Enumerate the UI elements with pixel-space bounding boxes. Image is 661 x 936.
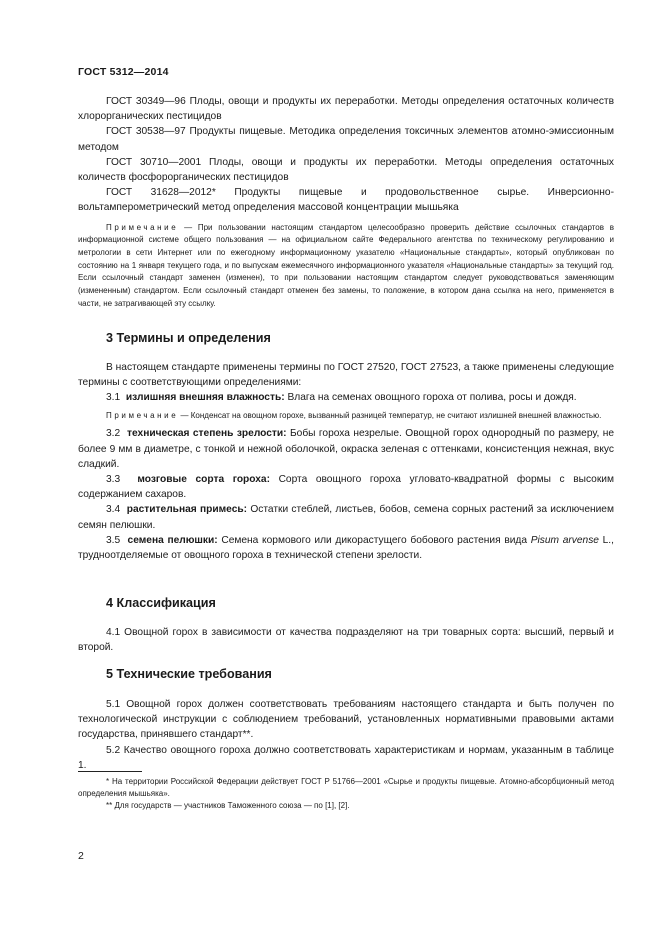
term-name: растительная примесь: [126, 504, 248, 516]
footnote-separator [78, 771, 142, 772]
note-text: — При пользовании настоящим стандартом целесообразно проверить действие ссылочных стандартов в информационной системе общего пользования — на официальном сайте Федерального агентства по техническому регулированию и метрологии в сети Интернет или по ежегодному информационному указателю «Национальные стандарты», который опубликован по состоянию на 1 января текущего года, и по выпускам ежемесячного информационного указателя «Национальные стандарты» за текущий год. Если ссылочный стандарт заменен (изменен), то при пользовании настоящим стандартом следует руководствоваться заменяющим (измененным) стандартом. Если ссылочный стандарт отменен без замены, то положение, в котором дана ссылка на него, применяется в части, не затрагивающей эту ссылку. [78, 222, 614, 308]
term-name: техническая степень зрелости: [127, 428, 287, 440]
term-name: мозговые сорта гороха: [137, 473, 270, 485]
section-4-body [78, 625, 614, 655]
footnotes [78, 776, 614, 813]
reference-note [78, 222, 614, 311]
section-3-body [78, 360, 614, 563]
term-definition: Бобы гороха незрелые. Овощной горох однородный по размеру, не более 9 мм в диаметре, с тонкой и нежной оболочкой, окраска зеленая с оттенками, консистенция нежная, вкус сладкий. [78, 428, 614, 470]
reference-item: ГОСТ 30538—97 Продукты пищевые. Методика определения токсичных элементов атомно-эмиссионным методом [78, 126, 614, 153]
latin-species-name: Pisum arvense [530, 534, 599, 546]
term-definition: Семена кормового или дикорастущего бобового растения вида [217, 534, 531, 546]
term-3-1: 3.1 излишняя внешняя влажность: Влага на семенах овощного гороха от полива, росы и дождя. [106, 392, 577, 404]
note-label: Примечание [106, 222, 179, 232]
section-3-title: 3 Термины и определения [106, 331, 271, 345]
term-3-5: 3.5 семена пелюшки: Семена кормового или дикорастущего бобового растения вида Pisum arvense L., трудноотделяемые от овощного гороха в технической степени зрелости. [78, 534, 614, 561]
term-definition: Сорта овощного гороха угловато-квадратной формы с высоким содержанием сахаров. [78, 473, 614, 501]
note-label: Примечание [106, 410, 179, 420]
term-definition: Влага на семенах овощного гороха от полива, росы и дождя. [284, 392, 577, 404]
term-3-3: 3.3 мозговые сорта гороха: Сорта овощного гороха угловато-квадратной формы с высоким содержанием сахаров. [78, 473, 614, 501]
section-5-body [78, 697, 614, 773]
section-4-title: 4 Классификация [106, 596, 216, 610]
section-3-intro: В настоящем стандарте применены термины по ГОСТ 27520, ГОСТ 27523, а также применены следующие термины с соответствующими определениями: [78, 362, 614, 389]
footnote: ** Для государств — участников Таможенного союза — по [1], [2]. [106, 801, 350, 811]
paragraph-5-1: 5.1 Овощной горох должен соответствовать требованиям настоящего стандарта и быть получен по технологической инструкции с соблюдением требований, установленных нормативными правовыми актами государства, принявшего стандарт**. [78, 699, 614, 741]
normative-references [78, 94, 614, 311]
paragraph-4-1: 4.1 Овощной горох в зависимости от качества подразделяют на три товарных сорта: высший, первый и второй. [78, 627, 614, 654]
footnote: * На территории Российской Федерации действует ГОСТ Р 51766—2001 «Сырье и продукты пищевые. Атомно-абсорбционный метод определения мышьяка». [78, 777, 614, 799]
term-name: излишняя внешняя влажность: [125, 392, 285, 404]
term-definition: Остатки стеблей, листьев, бобов, семена сорных растений за исключением семян пелюшки. [78, 504, 614, 531]
note-text: — Конденсат на овощном горохе, вызванный разницей температур, не считают излишней внешней влажностью. [178, 410, 602, 420]
term-name: семена пелюшки: [127, 534, 218, 546]
page-number: 2 [78, 850, 84, 862]
paragraph-5-2: 5.2 Качество овощного гороха должно соответствовать характеристикам и нормам, указанным в таблице 1. [78, 744, 614, 771]
term-3-4: 3.4 растительная примесь: Остатки стеблей, листьев, бобов, семена сорных растений за исключением семян пелюшки. [78, 504, 614, 531]
section-5-title: 5 Технические требования [106, 667, 272, 681]
term-3-2: 3.2 техническая степень зрелости: Бобы гороха незрелые. Овощной горох однородный по размеру, не более 9 мм в диаметре, с тонкой и нежной оболочкой, окраска зеленая с оттенками, консистенция нежная, вкус сладкий. [78, 428, 614, 470]
reference-item: ГОСТ 30349—96 Плоды, овощи и продукты их переработки. Методы определения остаточных количеств хлорорганических пестицидов [78, 96, 614, 123]
reference-item: ГОСТ 31628—2012* Продукты пищевые и продовольственное сырье. Инверсионно-вольтамперометрический метод определения массовой концентрации мышьяка [78, 187, 614, 214]
term-note [78, 410, 614, 423]
reference-item: ГОСТ 30710—2001 Плоды, овощи и продукты их переработки. Методы определения остаточных количеств фосфорорганических пестицидов [78, 156, 614, 184]
document-header: ГОСТ 5312—2014 [78, 66, 169, 78]
